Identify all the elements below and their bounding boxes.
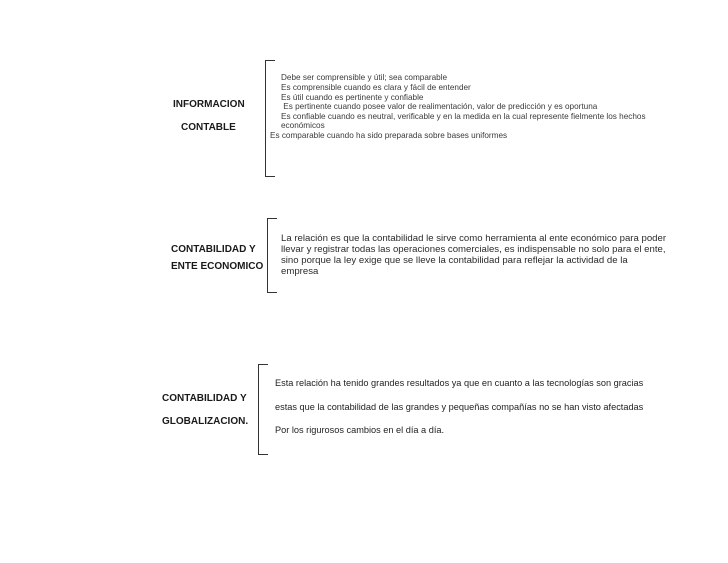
section1-line-2: Es comprensible cuando es clara y fácil de entender (281, 83, 471, 92)
section1-line-3: Es útil cuando es pertinente y confiable (281, 93, 424, 102)
section3-title-line2: GLOBALIZACION. (162, 416, 249, 427)
section1-line-6: económicos (281, 121, 325, 130)
section2-title-line2: ENTE ECONOMICO (171, 261, 264, 272)
section1-title-line2: CONTABLE (181, 122, 236, 133)
section1-line-4: Es pertinente cuando posee valor de realimentación, valor de predicción y es oportuna (281, 102, 598, 111)
section1-title-line1: INFORMACION (173, 99, 245, 110)
section3-line-2: estas que la contabilidad de las grandes y pequeñas compañías no se han visto afectadas (275, 402, 644, 412)
section1-line-1: Debe ser comprensible y útil; sea comparable (281, 73, 448, 82)
section2-line-3: sino porque la ley exige que se lleve la contabilidad para reflejar la actividad de la (281, 255, 628, 266)
section3-title-line1: CONTABILIDAD Y (162, 393, 247, 404)
section2-line-1: La relación es que la contabilidad le sirve como herramienta al ente económico para poder (281, 233, 667, 244)
section2-line-4: empresa (281, 266, 319, 277)
section2-line-2: llevar y registrar todas las operaciones comerciales, es indispensable no solo para el ente, (281, 244, 666, 255)
section3-line-1: Esta relación ha tenido grandes resultados ya que en cuanto a las tecnologías son gracias (275, 378, 644, 388)
section2-title-line1: CONTABILIDAD Y (171, 244, 256, 255)
section1-line-5: Es confiable cuando es neutral, verificable y en la medida en la cual represente fielmente los hechos (281, 112, 646, 121)
section3-line-3: Por los rigurosos cambios en el día a día. (275, 425, 445, 435)
section1-line-7: Es comparable cuando ha sido preparada sobre bases uniformes (270, 131, 508, 140)
